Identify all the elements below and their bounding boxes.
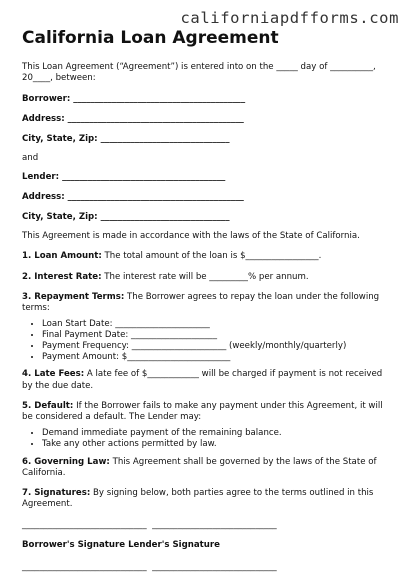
section-signatures [22,488,394,510]
borrower-field: Borrower: ________________________________________ [22,94,246,105]
intro-paragraph [22,62,394,84]
list-item: • Demand immediate payment of the remaining balance. [42,428,394,439]
borrower-address-field: Address: _________________________________________ [22,114,244,124]
section-loan-amount [22,251,394,262]
lender-city-field: City, State, Zip: ______________________________ [22,211,230,222]
section-heading: 6. Governing Law: [22,456,110,467]
document-body [22,28,394,582]
default-list [22,428,394,450]
list-item: • Payment Frequency: ______________________ (weekly/monthly/quarterly) [42,341,394,352]
section-governing-law [22,457,394,479]
section-repayment-terms [22,292,394,314]
watermark: californiapdfforms.com [180,9,399,27]
lender-field: Lender: ______________________________________ [22,172,226,183]
section-default [22,401,394,423]
borrower-city-field: City, State, Zip: ______________________________ [22,133,230,144]
intro-line-2: 20____, between: [22,73,96,84]
agreement-law-text: This Agreement is made in accordance with the laws of the State of California. [22,231,360,242]
signature-labels: Borrower's Signature Lender's Signature [22,539,220,550]
section-heading: 3. Repayment Terms: [22,291,125,302]
list-item: • Take any other actions permitted by law. [42,439,394,450]
section-text: By signing below, both parties agree to the terms outlined in this Agreement. [22,488,374,510]
lender-address-field: Address: _________________________________________ [22,191,244,202]
date-lines: _____________________________ _____________________________ [22,562,277,572]
list-item: • Loan Start Date: ______________________ [42,319,394,330]
and-text: and [22,153,39,164]
section-text: If the Borrower fails to make any payment under this Agreement, it will be considered a default. The Lender may: [22,400,383,422]
section-heading: 1. Loan Amount: [22,251,102,262]
document-title: California Loan Agreement [22,28,279,48]
signature-lines: _____________________________ _____________________________ [22,519,277,530]
section-heading: 5. Default: [22,400,74,411]
list-item: • Payment Amount: $________________________ [42,352,394,363]
section-text: A late fee of $____________ will be charged if payment is not received by the due date. [22,369,383,391]
section-heading: 4. Late Fees: [22,369,85,380]
section-heading: 7. Signatures: [22,488,91,499]
section-interest-rate [22,272,394,283]
section-text: The Borrower agrees to repay the loan under the following terms: [22,291,380,313]
section-text: The total amount of the loan is $_________________. [101,251,322,262]
section-heading: 2. Interest Rate: [22,271,102,282]
list-item: • Final Payment Date: ____________________ [42,330,394,341]
repayment-list [22,319,394,362]
intro-line-1: This Loan Agreement (“Agreement”) is entered into on the _____ day of __________, [22,62,376,72]
section-late-fees [22,369,394,391]
section-text: The interest rate will be _________% per annum. [101,271,309,282]
section-text: This Agreement shall be governed by the laws of the State of California. [22,456,377,478]
